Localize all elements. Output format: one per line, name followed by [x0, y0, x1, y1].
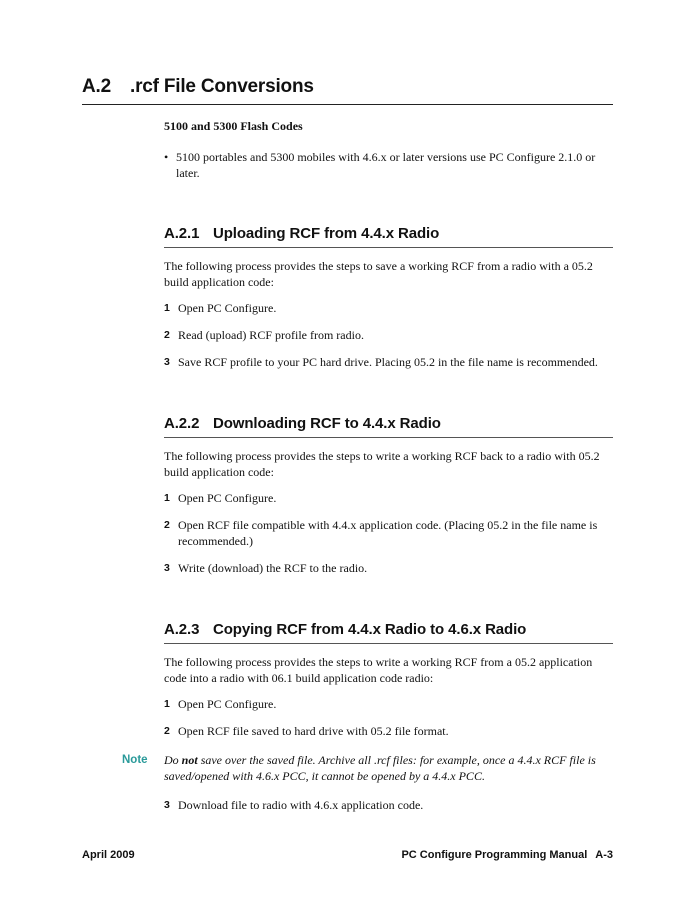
subsection-title: Downloading RCF to 4.4.x Radio [213, 415, 441, 432]
subsection-heading-a21 [164, 225, 439, 242]
note-label: Note [122, 754, 148, 766]
subsection-heading-a22 [164, 415, 441, 432]
section-heading [82, 76, 314, 98]
subsection-rule [164, 247, 613, 248]
bullet-item [164, 150, 614, 181]
bullet-dot-icon: • [164, 150, 169, 164]
step-text: Open PC Configure. [178, 301, 277, 315]
subsection-title: Uploading RCF from 4.4.x Radio [213, 225, 440, 242]
flash-codes-subheading: 5100 and 5300 Flash Codes [164, 119, 303, 133]
footer-manual-title: PC Configure Programming Manual [401, 849, 588, 861]
step-number: 2 [164, 725, 170, 737]
step-item [164, 328, 614, 344]
step-text: Save RCF profile to your PC hard drive. Placing 05.2 in the file name is recommended. [178, 355, 598, 369]
footer-manual [300, 849, 613, 861]
subsection-rule [164, 437, 613, 438]
section-title: .rcf File Conversions [130, 76, 314, 97]
step-text: Read (upload) RCF profile from radio. [178, 328, 364, 342]
subsection-heading-a23 [164, 621, 526, 638]
step-item [164, 518, 614, 549]
step-item [164, 491, 614, 507]
step-item [164, 561, 614, 577]
subsection-intro: The following process provides the steps to save a working RCF from a radio with a 05.2 build application code: [164, 259, 593, 289]
step-number: 1 [164, 492, 170, 504]
step-text: Write (download) the RCF to the radio. [178, 561, 368, 575]
step-number: 2 [164, 329, 170, 341]
step-text: Open PC Configure. [178, 491, 277, 505]
step-text: Open RCF file saved to hard drive with 05.2 file format. [178, 724, 449, 738]
footer-date: April 2009 [82, 849, 135, 861]
note-emphasis: not [181, 753, 198, 767]
step-text: Open RCF file compatible with 4.4.x application code. (Placing 05.2 in the file name is recommended.) [178, 518, 598, 548]
note-text-post: save over the saved file. Archive all .rcf files: for example, once a 4.4.x RCF file is saved/opened with 4.6.x PCC, it cannot be opened by a 4.4.x PCC. [164, 753, 596, 783]
step-item [164, 301, 614, 317]
bullet-text: 5100 portables and 5300 mobiles with 4.6.x or later versions use PC Configure 2.1.0 or later. [176, 150, 596, 180]
note-text-pre: Do [164, 753, 182, 767]
subsection-number: A.2.1 [164, 225, 200, 242]
subsection-title: Copying RCF from 4.4.x Radio to 4.6.x Radio [213, 621, 527, 638]
step-number: 3 [164, 799, 170, 811]
step-item [164, 697, 614, 713]
step-number: 3 [164, 562, 170, 574]
step-number: 1 [164, 302, 170, 314]
footer-page-number: A-3 [595, 849, 613, 861]
step-text: Download file to radio with 4.6.x application code. [178, 798, 424, 812]
note-text [164, 753, 616, 784]
section-number: A.2 [82, 76, 111, 97]
subsection-rule [164, 643, 613, 644]
step-number: 1 [164, 698, 170, 710]
subsection-number: A.2.3 [164, 621, 200, 638]
step-item [164, 724, 614, 740]
subsection-intro: The following process provides the steps to write a working RCF back to a radio with 05.2 build application code: [164, 449, 600, 479]
step-text: Open PC Configure. [178, 697, 277, 711]
subsection-number: A.2.2 [164, 415, 200, 432]
step-item [164, 798, 614, 814]
step-number: 3 [164, 356, 170, 368]
section-heading-rule [82, 104, 613, 105]
step-item [164, 355, 624, 371]
step-number: 2 [164, 519, 170, 531]
subsection-intro: The following process provides the steps to write a working RCF from a 05.2 application code into a radio with 06.1 build application code radio: [164, 655, 593, 685]
